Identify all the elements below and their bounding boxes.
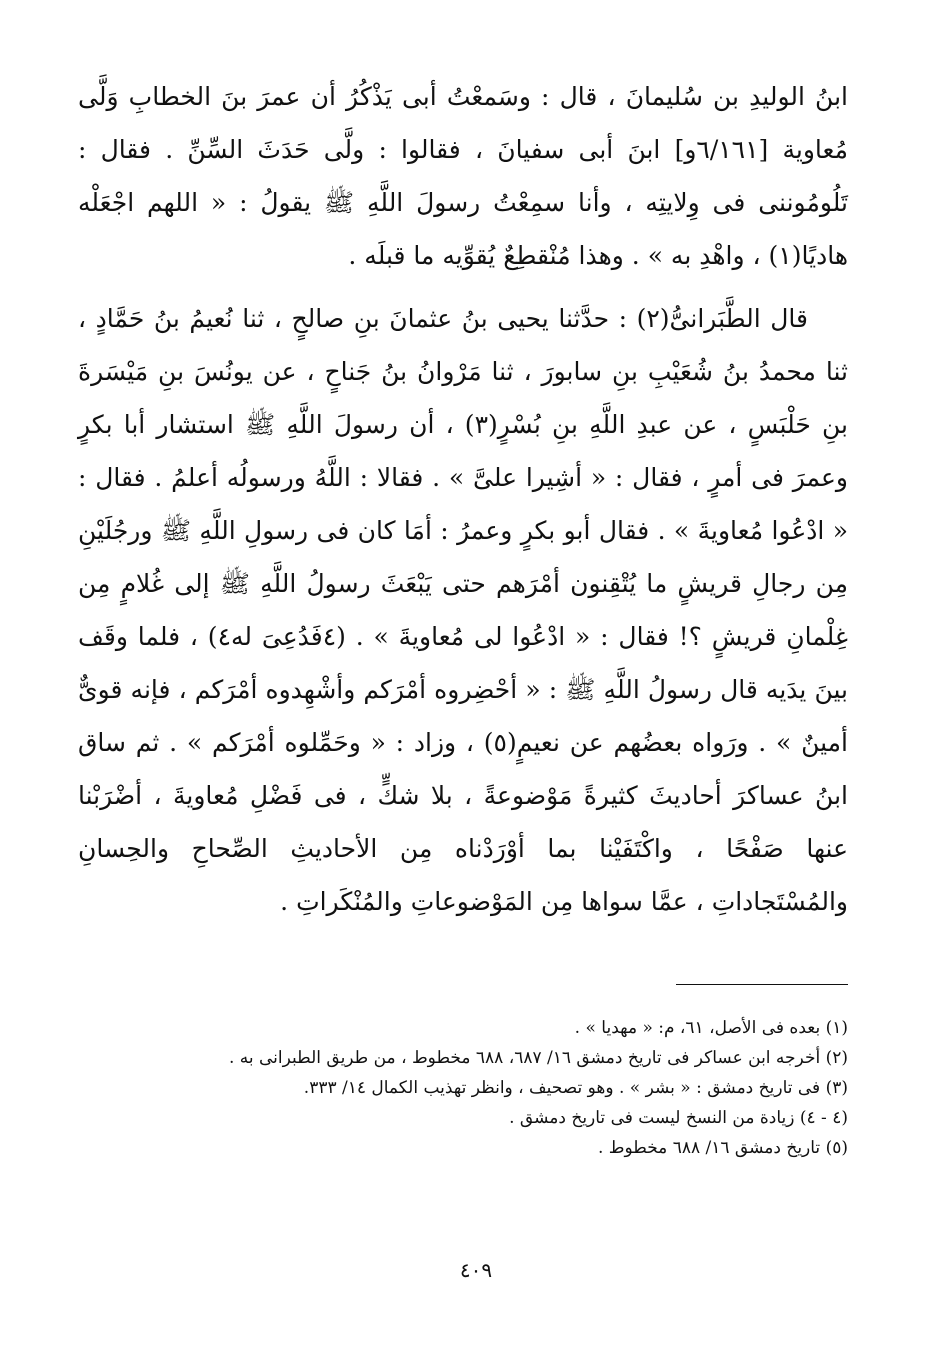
footnote-5: (٥) تاريخ دمشق ١٦/ ٦٨٨ مخطوط . bbox=[597, 1138, 848, 1158]
footnote-separator bbox=[676, 984, 848, 985]
main-text-block bbox=[78, 70, 848, 938]
footnote-4: (٤ - ٤) زيادة من النسخ ليست فى تاريخ دمشق . bbox=[509, 1108, 848, 1128]
page-number: ٤٠٩ bbox=[459, 1258, 493, 1282]
paragraph-2: قال الطَّبَرانىُّ(٢) : حدَّثنا يحيى بنُ عثمانَ بنِ صالحٍ ، ثنا نُعيمُ بنُ حَمَّادٍ ، ثنا محمدُ بنُ شُعَيْبِ بنِ سابورَ ، ثنا مَرْوانُ بنُ جَناحٍ ، عن يونُسَ بنِ مَيْسَرةَ بنِ حَلْبَسٍ ، عن عبدِ اللَّهِ بنِ بُسْرٍ(٣) ، أن رسولَ اللَّهِ ﷺ استشار أبا بكرٍ وعمرَ فى أمرٍ ، فقال : « أشِيرا علىَّ » . فقالا : اللَّهُ ورسولُه أعلمُ . فقال : « ادْعُوا مُعاويةَ » . فقال أبو بكرٍ وعمرُ : أمَا كان فى رسولِ اللَّهِ ﷺ ورجُلَيْنِ مِن رجالِ قريشٍ ما يُتْقِنون أمْرَهم حتى يَبْعَثَ رسولُ اللَّهِ ﷺ إلى غُلامٍ مِن غِلْمانِ قريشٍ ؟! فقال : « ادْعُوا لى مُعاويةَ » . (٤فَدُعِىَ له٤) ، فلما وقَف بينَ يدَيه قال رسولُ اللَّهِ ﷺ : « أحْضِروه أمْرَكم وأشْهِدوه أمْرَكم ، فإنه قوىٌّ أمينٌ » . ورَواه بعضُهم عن نعيمٍ(٥) ، وزاد : « وحَمِّلوه أمْرَكم » . ثم ساق ابنُ عساكرَ أحاديثَ كثيرةً مَوْضوعةً ، بلا شكٍّ ، فى فَضْلِ مُعاويةَ ، أضْرَبْنا عنها صَفْحًا ، واكْتَفَيْنا بما أوْرَدْناه مِن الأحاديثِ الصِّحاحِ والحِسانِ والمُسْتَجاداتِ ، عمَّا سواها مِن المَوْضوعاتِ والمُنْكَراتِ . bbox=[78, 304, 848, 916]
paragraph-1: ابنُ الوليدِ بن سُليمانَ ، قال : وسَمعْتُ أبى يَذْكُرُ أن عمرَ بنَ الخطابِ وَلَّى مُعاوية [٦/١٦١و] ابنَ أبى سفيانَ ، فقالوا : ولَّى حَدَثَ السِّنِّ . فقال : تَلُومُوننى فى وِلايتِه ، وأنا سمِعْتُ رسولَ اللَّهِ ﷺ يقولُ : « اللهم اجْعَلْه هاديًا(١) ، واهْدِ به » . وهذا مُنْقطِعٌ يُقوِّيه ما قبلَه . bbox=[78, 82, 848, 270]
footnote-2: (٢) أخرجه ابن عساكر فى تاريخ دمشق ١٦/ ٦٨٧، ٦٨٨ مخطوط ، من طريق الطبرانى به . bbox=[228, 1048, 848, 1068]
footnotes-block bbox=[78, 1013, 848, 1163]
footnote-1: (١) بعده فى الأصل، ٦١، م: « مهديا » . bbox=[574, 1018, 848, 1038]
footnote-3: (٣) فى تاريخ دمشق : « بشر » . وهو تصحيف ، وانظر تهذيب الكمال ١٤/ ٣٣٣. bbox=[303, 1078, 848, 1098]
